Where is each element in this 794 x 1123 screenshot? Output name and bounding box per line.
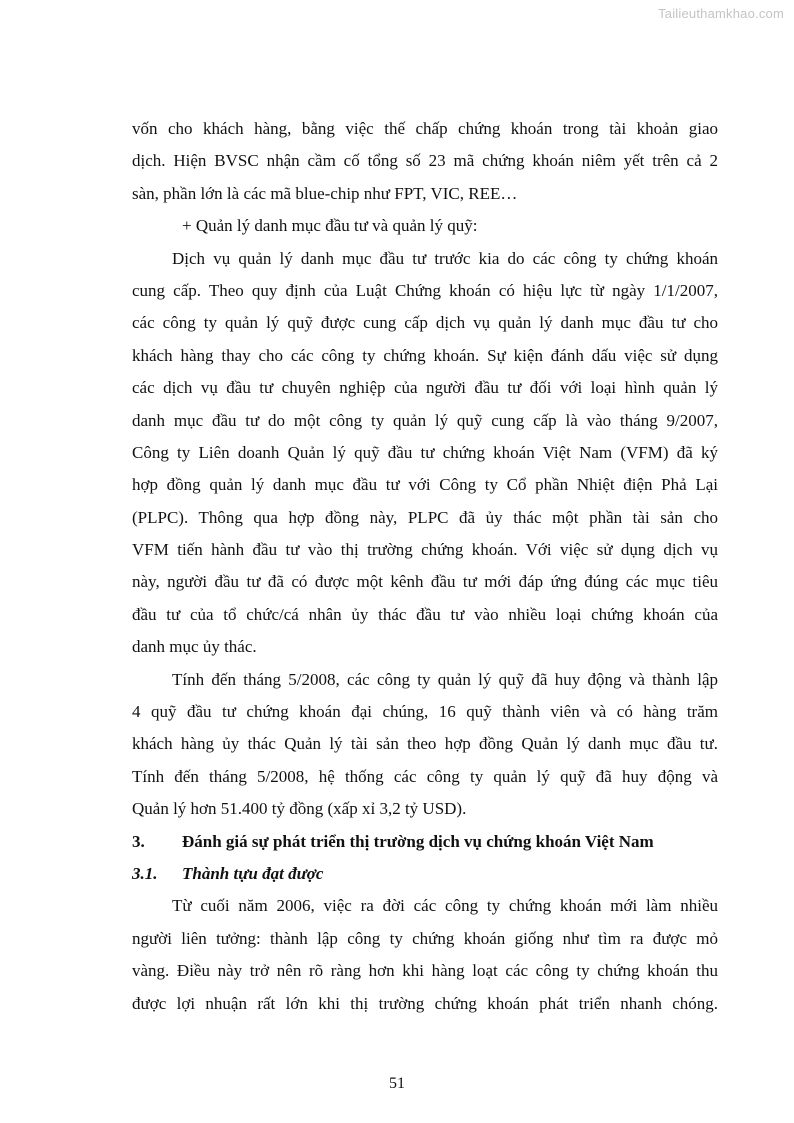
section-number: 3. bbox=[132, 831, 145, 851]
text-line: danh mục ủy thác. bbox=[132, 637, 257, 657]
subsection-title: Thành tựu đạt được bbox=[182, 863, 324, 883]
section-heading bbox=[132, 826, 718, 858]
text-line: Công ty Liên doanh Quản lý quỹ đầu tư chứng khoán Việt Nam (VFM) đã ký bbox=[132, 442, 718, 462]
text-line: khách hàng thay cho các công ty chứng khoán. Sự kiện đánh dấu việc sử dụng bbox=[132, 345, 718, 365]
watermark: Tailieuthamkhao.com bbox=[658, 6, 784, 21]
text-line: khách hàng ủy thác Quản lý tài sản theo hợp đồng Quản lý danh mục đầu tư. bbox=[132, 734, 718, 754]
text-line: VFM tiến hành đầu tư vào thị trường chứng khoán. Với việc sử dụng dịch vụ bbox=[132, 540, 718, 560]
text-line: Từ cuối năm 2006, việc ra đời các công ty chứng khoán mới làm nhiều bbox=[172, 896, 718, 916]
text-line: Quản lý hơn 51.400 tỷ đồng (xấp xỉ 3,2 tỷ USD). bbox=[132, 799, 467, 819]
text-line: Dịch vụ quản lý danh mục đầu tư trước kia do các công ty chứng khoán bbox=[172, 248, 718, 268]
page-body bbox=[132, 113, 718, 1020]
text-line: các công ty quản lý quỹ được cung cấp dịch vụ quản lý danh mục đầu tư cho bbox=[132, 313, 718, 333]
subsection-number: 3.1. bbox=[132, 863, 158, 883]
text-line: 4 quỹ đầu tư chứng khoán đại chúng, 16 quỹ thành viên và có hàng trăm bbox=[132, 702, 718, 722]
text-line: sàn, phần lớn là các mã blue-chip như FPT, VIC, REE… bbox=[132, 183, 518, 203]
section-title: Đánh giá sự phát triển thị trường dịch vụ chứng khoán Việt Nam bbox=[182, 831, 654, 851]
subsection-label: + Quản lý danh mục đầu tư và quản lý quỹ: bbox=[182, 216, 478, 236]
text-line: vốn cho khách hàng, bằng việc thế chấp chứng khoán trong tài khoản giao bbox=[132, 119, 718, 138]
text-line: danh mục đầu tư do một công ty quản lý quỹ cung cấp là vào tháng 9/2007, bbox=[132, 410, 718, 430]
text-line: Tính đến tháng 5/2008, hệ thống các công ty quản lý quỹ đã huy động và bbox=[132, 766, 718, 786]
text-line: vàng. Điều này trở nên rõ ràng hơn khi hàng loạt các công ty chứng khoán thu bbox=[132, 961, 718, 981]
text-line: được lợi nhuận rất lớn khi thị trường chứng khoán phát triển nhanh chóng. bbox=[132, 993, 718, 1013]
page-number: 51 bbox=[389, 1075, 405, 1092]
text-line: Tính đến tháng 5/2008, các công ty quản lý quỹ đã huy động và thành lập bbox=[172, 669, 718, 689]
text-line: này, người đầu tư đã có được một kênh đầu tư mới đáp ứng đúng các mục tiêu bbox=[132, 572, 718, 592]
text-line: dịch. Hiện BVSC nhận cầm cố tổng số 23 mã chứng khoán niêm yết trên cả 2 bbox=[132, 151, 718, 171]
subsection-heading bbox=[132, 858, 718, 890]
text-line: (PLPC). Thông qua hợp đồng này, PLPC đã ủy thác một phần tài sản cho bbox=[132, 507, 718, 527]
text-line: đầu tư của tổ chức/cá nhân ủy thác đầu tư vào nhiều loại chứng khoán của bbox=[132, 604, 718, 624]
text-line: các dịch vụ đầu tư chuyên nghiệp của người đầu tư đối với loại hình quản lý bbox=[132, 378, 718, 398]
text-line: hợp đồng quản lý danh mục đầu tư với Công ty Cổ phần Nhiệt điện Phả Lại bbox=[132, 475, 718, 495]
text-line: cung cấp. Theo quy định của Luật Chứng khoán có hiệu lực từ ngày 1/1/2007, bbox=[132, 280, 718, 300]
text-line: người liên tưởng: thành lập công ty chứng khoán giống như tìm ra được mỏ bbox=[132, 928, 718, 948]
